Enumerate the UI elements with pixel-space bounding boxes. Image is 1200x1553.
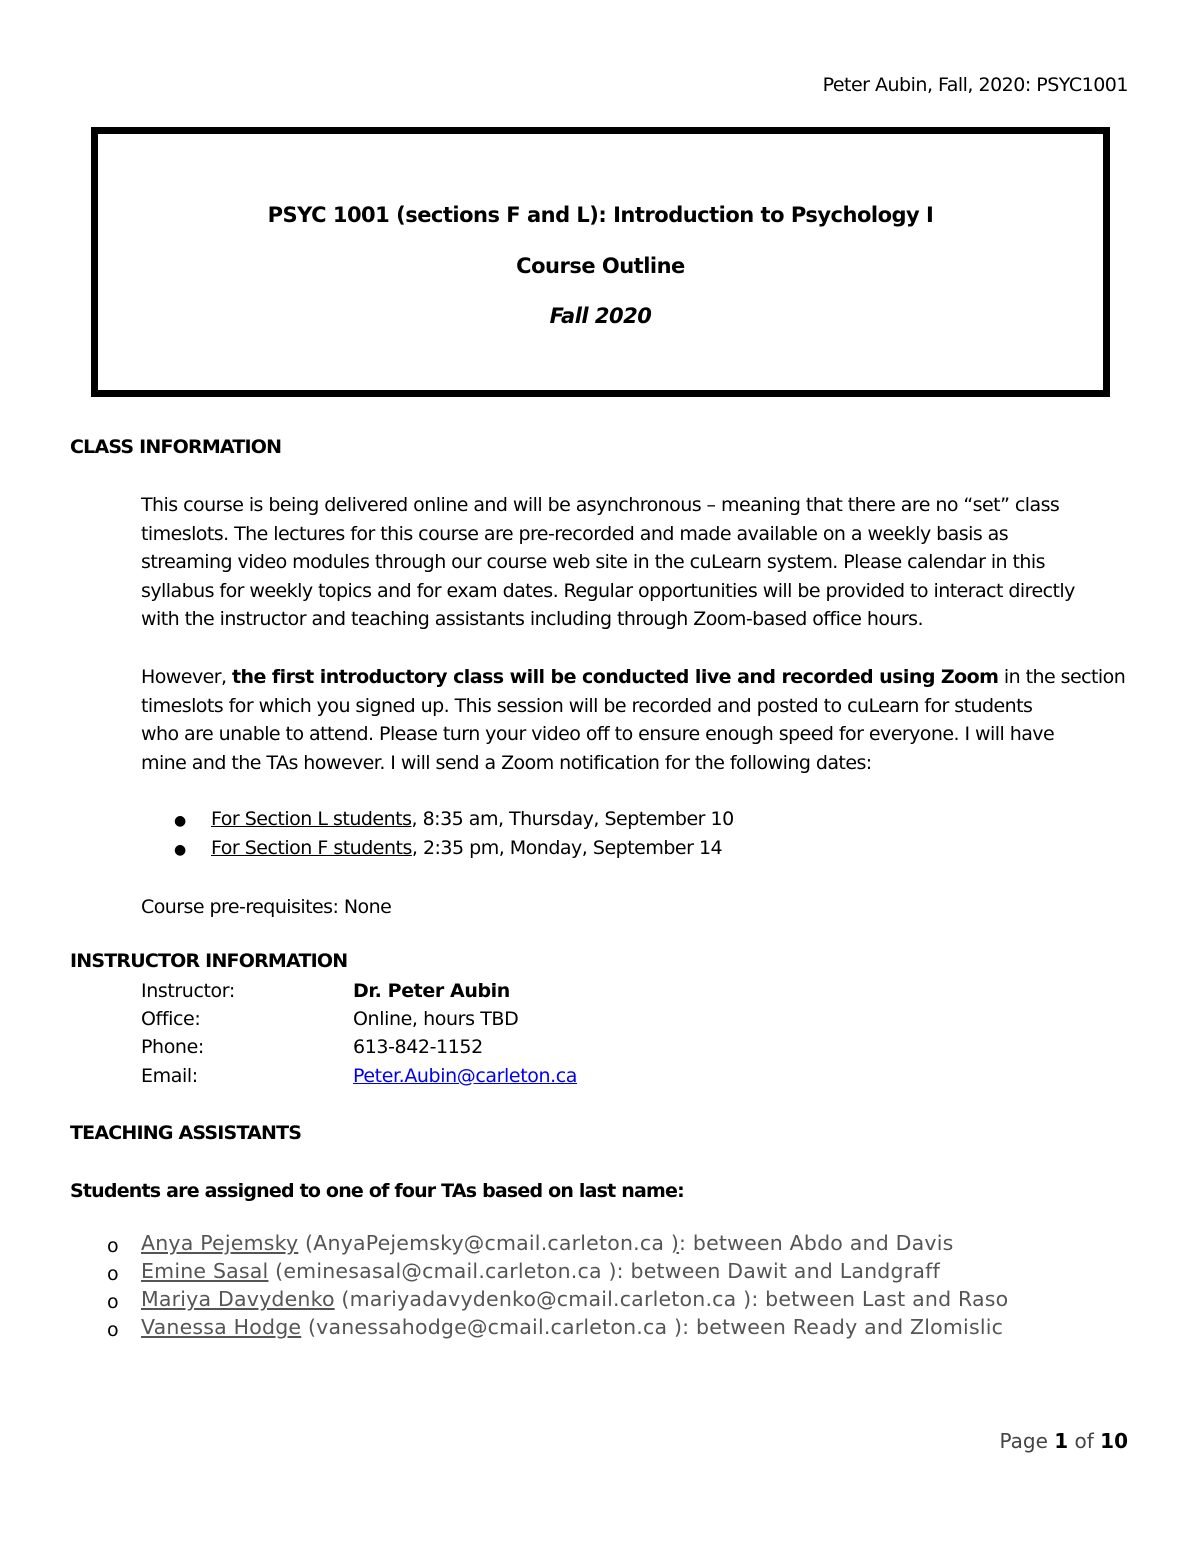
ta-name-link[interactable]: Anya Pejemsky [141,1231,299,1255]
phone-label: Phone: [141,1036,204,1058]
ta-item: Mariya Davydenko (mariyadavydenko@cmail.carleton.ca ): between Last and Raso [141,1287,1009,1311]
class-info-paragraph-1 [141,491,1141,634]
instructor-label: Instructor: [141,980,235,1002]
email-label: Email: [141,1065,198,1087]
office-label: Office: [141,1008,201,1030]
ta-name-link[interactable]: Vanessa Hodge [141,1315,302,1339]
paragraph-line: mine and the TAs however. I will send a Zoom notification for the following dates: [141,751,872,774]
paragraph-line: timeslots. The lectures for this course are pre-recorded and made available on a weekly basis as [141,522,1009,545]
course-outline-heading: Course Outline [516,254,685,278]
paragraph-line: syllabus for weekly topics and for exam dates. Regular opportunities will be provided to interact directly [141,579,1075,602]
page-number: Page 1 of 10 [999,1429,1128,1453]
term-label: Fall 2020 [549,304,652,328]
list-marker-icon: o [107,1319,119,1341]
ta-item: Vanessa Hodge (vanessahodge@cmail.carleton.ca ): between Ready and Zlomislic [141,1315,1004,1339]
bullet-icon: ● [174,842,187,858]
phone-value: 613-842-1152 [353,1036,483,1058]
ta-item: Emine Sasal (eminesasal@cmail.carleton.ca ): between Dawit and Landgraff [141,1259,940,1283]
list-marker-icon: o [107,1263,119,1285]
paragraph-line: timeslots for which you signed up. This session will be recorded and posted to cuLearn for students [141,694,1033,717]
page-header: Peter Aubin, Fall, 2020: PSYC1001 [822,74,1128,96]
prerequisites: Course pre-requisites: None [141,896,392,918]
ta-intro: Students are assigned to one of four TAs based on last name: [70,1180,684,1202]
instructor-heading: INSTRUCTOR INFORMATION [70,950,348,972]
session-item: For Section F students, 2:35 pm, Monday, September 14 [211,837,723,859]
ta-name-link[interactable]: Emine Sasal [141,1259,269,1283]
ta-name-link[interactable]: Mariya Davydenko [141,1287,335,1311]
paragraph-line: However, the first introductory class will be conducted live and recorded using Zoom in the section [141,666,1126,688]
title-box [91,127,1110,397]
emphasis-text: the first introductory class will be conducted live and recorded using Zoom [232,666,999,688]
course-title: PSYC 1001 (sections F and L): Introduction to Psychology I [267,203,934,227]
paragraph-line: with the instructor and teaching assistants including through Zoom-based office hours. [141,608,923,631]
list-marker-icon: o [107,1235,119,1257]
class-info-heading: CLASS INFORMATION [70,436,282,458]
paragraph-line: who are unable to attend. Please turn your video off to ensure enough speed for everyone. I will have [141,723,1055,746]
paragraph-line: streaming video modules through our course web site in the cuLearn system. Please calendar in this [141,551,1045,574]
ta-item: Anya Pejemsky (AnyaPejemsky@cmail.carleton.ca ): between Abdo and Davis [141,1231,954,1255]
list-marker-icon: o [107,1291,119,1313]
class-info-paragraph-2 [141,663,1141,777]
session-item: For Section L students, 8:35 am, Thursday, September 10 [211,808,734,830]
instructor-email-link[interactable]: Peter.Aubin@carleton.ca [353,1065,578,1087]
office-value: Online, hours TBD [353,1008,519,1030]
paragraph-line: This course is being delivered online and will be asynchronous – meaning that there are no “set” class [141,494,1060,516]
instructor-name: Dr. Peter Aubin [353,980,510,1002]
ta-heading: TEACHING ASSISTANTS [70,1122,302,1144]
bullet-icon: ● [174,813,187,829]
